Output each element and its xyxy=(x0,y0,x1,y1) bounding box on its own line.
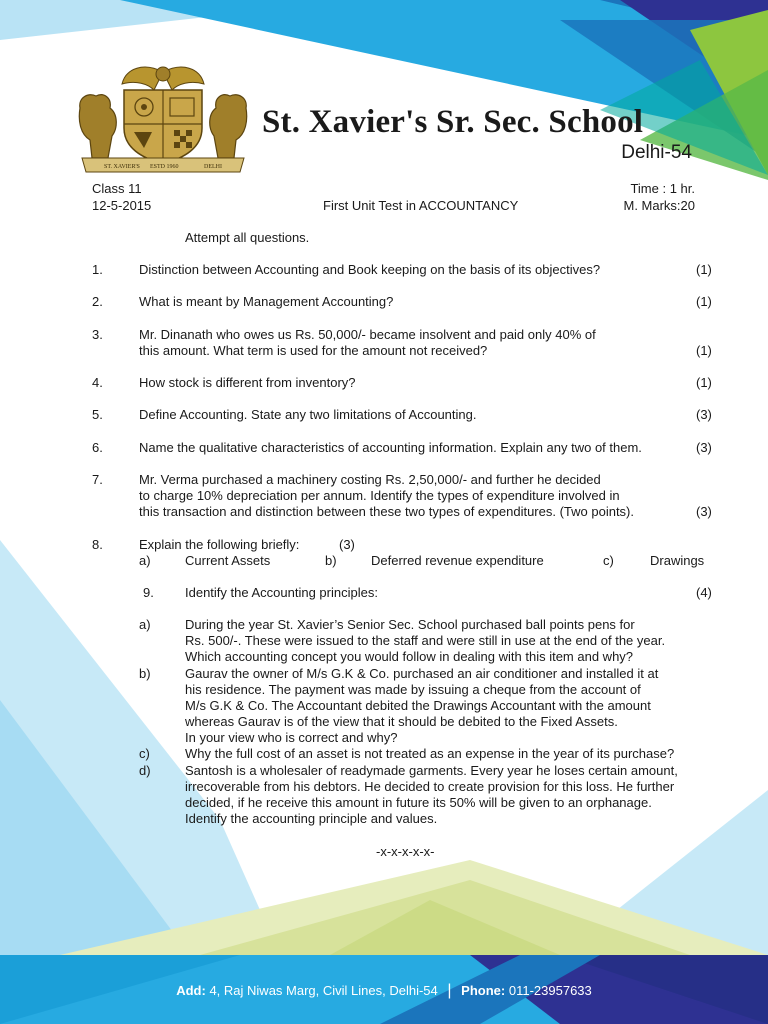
part-label: c) xyxy=(139,746,150,761)
instruction: Attempt all questions. xyxy=(185,230,310,245)
svg-text:DELHI: DELHI xyxy=(204,164,222,170)
question-text: to charge 10% depreciation per annum. Identify the types of expenditure involved in xyxy=(139,488,620,503)
question-marks: (1) xyxy=(696,375,712,390)
question-number: 3. xyxy=(92,327,103,342)
question-text: Explain the following briefly: xyxy=(139,537,300,552)
item-text: Current Assets xyxy=(185,553,271,568)
phone-text: 011-23957633 xyxy=(508,983,592,998)
exam-marks: M. Marks:20 xyxy=(623,198,695,213)
question-number: 7. xyxy=(92,472,103,487)
address-text: 4, Raj Niwas Marg, Civil Lines, Delhi-54 xyxy=(209,983,438,998)
part-text: his residence. The payment was made by issuing a cheque from the account of xyxy=(185,682,641,697)
question-number: 2. xyxy=(92,294,103,309)
item-label: b) xyxy=(325,553,337,568)
exam-date: 12-5-2015 xyxy=(92,198,152,213)
question-marks: (1) xyxy=(696,262,712,277)
question-text: this amount. What term is used for the amount not received? xyxy=(139,343,488,358)
question-marks: (4) xyxy=(696,585,712,600)
question-marks: (3) xyxy=(696,440,712,455)
phone-label: Phone: xyxy=(461,983,506,998)
question-number: 1. xyxy=(92,262,103,277)
question-number: 6. xyxy=(92,440,103,455)
part-label: d) xyxy=(139,763,151,778)
svg-text:ESTD 1960: ESTD 1960 xyxy=(150,164,179,170)
question-marks: (1) xyxy=(696,294,712,309)
item-text: Deferred revenue expenditure xyxy=(371,553,544,568)
exam-time: Time : 1 hr. xyxy=(630,181,695,196)
svg-text:ST. XAVIER'S: ST. XAVIER'S xyxy=(104,164,140,170)
exam-title: First Unit Test in ACCOUNTANCY xyxy=(323,198,519,213)
question-marks: (3) xyxy=(696,407,712,422)
question-text: Mr. Verma purchased a machinery costing Rs. 2,50,000/- and further he decided xyxy=(139,472,601,487)
part-text: whereas Gaurav is of the view that it should be debited to the Fixed Assets. xyxy=(185,714,618,729)
item-label: a) xyxy=(139,553,151,568)
question-text: How stock is different from inventory? xyxy=(139,375,356,390)
part-text: Which accounting concept you would follow in dealing with this item and why? xyxy=(185,649,634,664)
school-crest-logo xyxy=(74,62,252,174)
question-marks: (1) xyxy=(696,343,712,358)
part-text: decided, if he receive this amount in future its 50% will be given to an orphanage. xyxy=(185,795,652,810)
part-text: irrecoverable from his debtors. He decided to create provision for this loss. He further xyxy=(185,779,675,794)
part-text: Rs. 500/-. These were issued to the staff and were still in use at the end of the year. xyxy=(185,633,666,648)
question-number: 9. xyxy=(143,585,154,600)
part-text: During the year St. Xavier’s Senior Sec. School purchased ball points pens for xyxy=(185,617,635,632)
part-text: Identify the accounting principle and values. xyxy=(185,811,438,826)
address-label: Add: xyxy=(176,983,206,998)
question-marks: (3) xyxy=(696,504,712,519)
question-marks: (3) xyxy=(339,537,355,552)
question-text: What is meant by Management Accounting? xyxy=(139,294,394,309)
question-number: 5. xyxy=(92,407,103,422)
footer-separator: | xyxy=(447,982,452,999)
part-label: b) xyxy=(139,666,151,681)
question-text: Define Accounting. State any two limitations of Accounting. xyxy=(139,407,477,422)
question-number: 4. xyxy=(92,375,103,390)
footer-contact xyxy=(0,982,768,1000)
school-name: St. Xavier's Sr. Sec. School xyxy=(262,104,644,140)
end-marker: -x-x-x-x-x- xyxy=(376,844,435,859)
exam-class: Class 11 xyxy=(92,181,142,196)
item-text: Drawings xyxy=(650,553,705,568)
question-text: Name the qualitative characteristics of accounting information. Explain any two of them. xyxy=(139,440,642,455)
part-text: In your view who is correct and why? xyxy=(185,730,398,745)
part-text: Why the full cost of an asset is not treated as an expense in the year of its purchase? xyxy=(185,746,675,761)
part-label: a) xyxy=(139,617,151,632)
question-text: Identify the Accounting principles: xyxy=(185,585,378,600)
question-text: Mr. Dinanath who owes us Rs. 50,000/- became insolvent and paid only 40% of xyxy=(139,327,596,342)
school-city: Delhi-54 xyxy=(621,142,692,163)
question-number: 8. xyxy=(92,537,103,552)
question-text: this transaction and distinction between these two types of expenditures. (Two points). xyxy=(139,504,634,519)
question-text: Distinction between Accounting and Book keeping on the basis of its objectives? xyxy=(139,262,601,277)
part-text: Santosh is a wholesaler of readymade garments. Every year he loses certain amount, xyxy=(185,763,678,778)
part-text: M/s G.K & Co. The Accountant debited the Drawings Accountant with the amount xyxy=(185,698,651,713)
item-label: c) xyxy=(603,553,614,568)
part-text: Gaurav the owner of M/s G.K & Co. purchased an air conditioner and installed it at xyxy=(185,666,659,681)
